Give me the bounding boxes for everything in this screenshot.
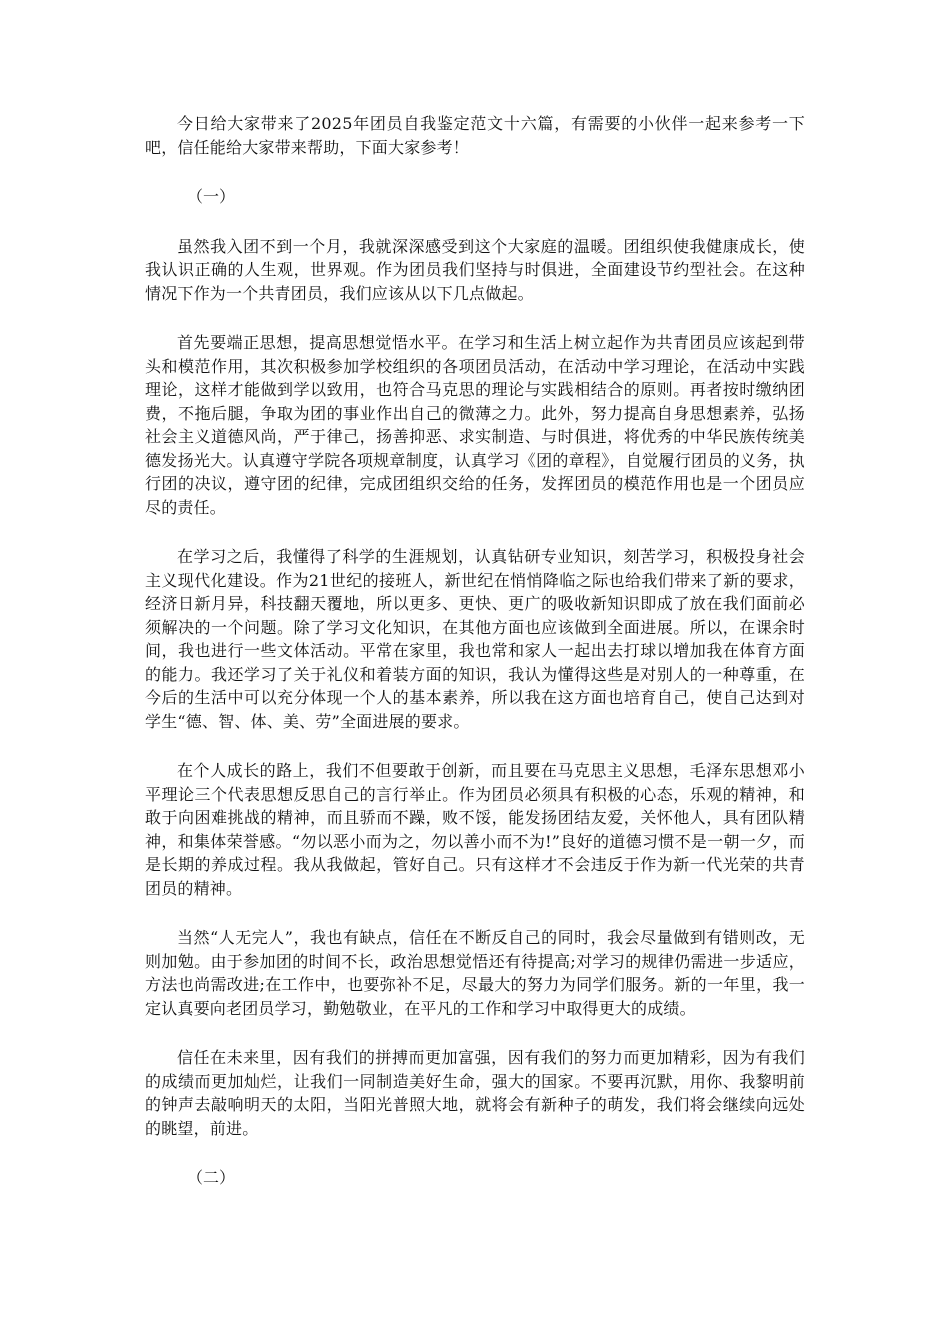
paragraph-4: 在个人成长的路上，我们不但要敢于创新，而且要在马克思主义思想，毛泽东思想邓小平理论三个代表思想反思自己的言行举止。作为团员必须具有积极的心态，乐观的精神，和敢于向困难挑战的精神，而且骄而不躁，败不馁，能发扬团结友爱，关怀他人，具有团队精神，和集体荣誉感。“勿以恶小而为之，勿以善小而不为!”良好的道德习惯不是一朝一夕，而是长期的养成过程。我从我做起，管好自己。只有这样才不会违反于作为新一代光荣的共青团员的精神。: [145, 761, 805, 898]
paragraph-6: 信任在未来里，因有我们的拼搏而更加富强，因有我们的努力而更加精彩，因为有我们的成绩而更加灿烂，让我们一同制造美好生命，强大的国家。不要再沉默，用你、我黎明前的钟声去敲响明天的太阳，当阳光普照大地，就将会有新种子的萌发，我们将会继续向远处的眺望，前进。: [145, 1048, 805, 1138]
paragraph-5: 当然“人无完人”，我也有缺点，信任在不断反自己的同时，我会尽量做到有错则改，无则加勉。由于参加团的时间不长，政治思想觉悟还有待提高;对学习的规律仍需进一步适应，方法也尚需改进;在工作中，也要弥补不足，尽最大的努力为同学们服务。新的一年里，我一定认真要向老团员学习，勤勉敬业，在平凡的工作和学习中取得更大的成绩。: [145, 928, 805, 1018]
paragraph-2: 首先要端正思想，提高思想觉悟水平。在学习和生活上树立起作为共青团员应该起到带头和模范作用，其次积极参加学校组织的各项团员活动，在活动中学习理论，在活动中实践理论，这样才能做到学以致用，也符合马克思的理论与实践相结合的原则。再者按时缴纳团费，不拖后腿，争取为团的事业作出自己的微薄之力。此外，努力提高自身思想素养，弘扬社会主义道德风尚，严于律己，扬善抑恶、求实制造、与时俱进，将优秀的中华民族传统美德发扬光大。认真遵守学院各项规章制度，认真学习《团的章程》，自觉履行团员的义务，执行团的决议，遵守团的纪律，完成团组织交给的任务，发挥团员的模范作用也是一个团员应尽的责任。: [145, 333, 805, 517]
paragraph-3: 在学习之后，我懂得了科学的生涯规划，认真钻研专业知识，刻苦学习，积极投身社会主义现代化建设。作为21世纪的接班人，新世纪在悄悄降临之际也给我们带来了新的要求，经济日新月异，科技翻天覆地，所以更多、更快、更广的吸收新知识即成了放在我们面前必须解决的一个问题。除了学习文化知识，在其他方面也应该做到全面进展。所以，在课余时间，我也进行一些文体活动。平常在家里，我也常和家人一起出去打球以增加我在体育方面的能力。我还学习了关于礼仪和着装方面的知识，我认为懂得这些是对别人的一种尊重，在今后的生活中可以充分体现一个人的基本素养，所以我在这方面也培育自己，使自己达到对学生“德、智、体、美、劳”全面进展的要求。: [145, 547, 805, 731]
intro-paragraph: 今日给大家带来了2025年团员自我鉴定范文十六篇，有需要的小伙伴一起来参考一下吧，信任能给大家带来帮助，下面大家参考！: [145, 114, 805, 157]
section-heading-2: （二）: [187, 1168, 236, 1187]
section-heading-1: （一）: [187, 187, 236, 206]
document-body: [145, 112, 805, 1216]
paragraph-1: 虽然我入团不到一个月，我就深深感受到这个大家庭的温暖。团组织使我健康成长，使我认识正确的人生观，世界观。作为团员我们坚持与时俱进，全面建设节约型社会。在这种情况下作为一个共青团员，我们应该从以下几点做起。: [145, 236, 805, 303]
